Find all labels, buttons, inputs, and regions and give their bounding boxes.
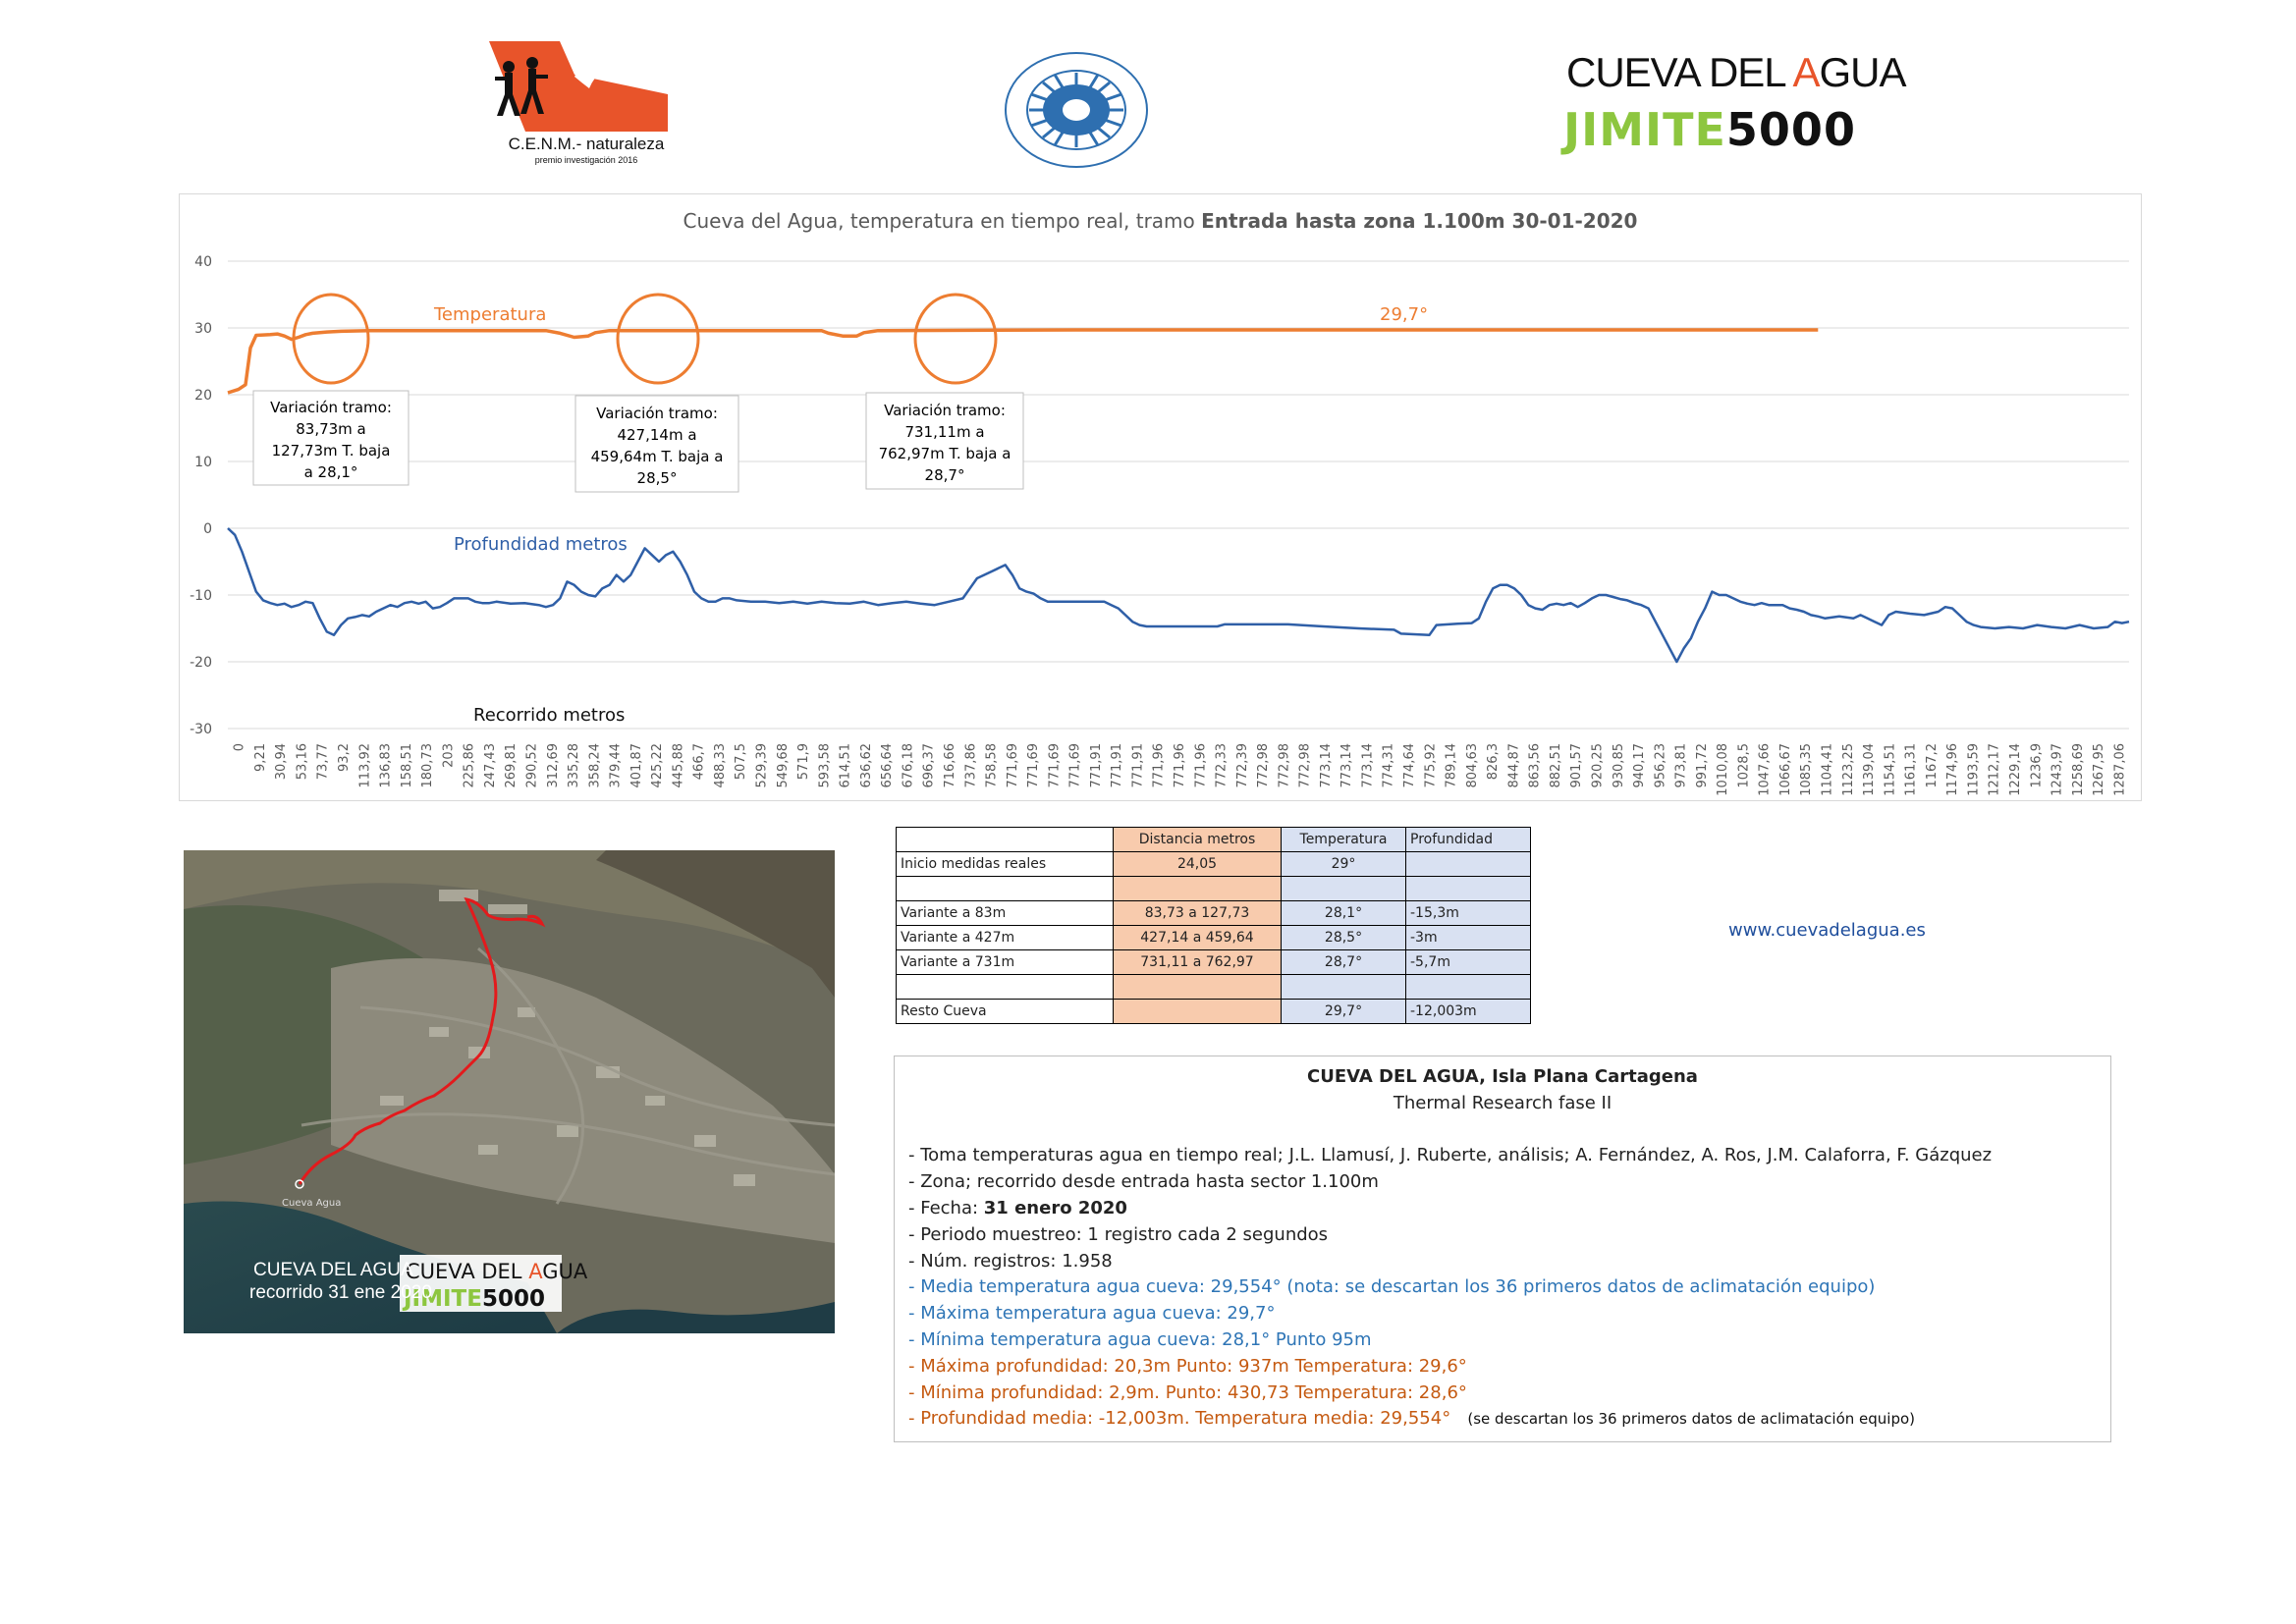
- x-tick-label: 1010,08: [1716, 743, 1731, 796]
- x-tick-label: 225,86: [462, 743, 477, 788]
- x-tick-label: 1258,69: [2070, 743, 2086, 796]
- table-cell: -5,7m: [1406, 950, 1531, 975]
- temperature-series-label: Temperatura: [434, 304, 547, 325]
- x-tick-label: 772,33: [1214, 743, 1230, 788]
- x-tick-label: 425,22: [650, 743, 666, 788]
- x-tick-label: 804,63: [1464, 743, 1480, 788]
- x-tick-label: 203: [441, 743, 457, 768]
- x-tick-label: 956,23: [1653, 743, 1668, 788]
- x-tick-label: 771,69: [1067, 743, 1083, 788]
- table-cell: [1282, 975, 1406, 1000]
- cenm-logo-subtext: premio investigación 2016: [534, 155, 638, 165]
- table-cell: [897, 975, 1114, 1000]
- x-tick-label: 940,17: [1632, 743, 1648, 788]
- table-cell: Variante a 427m: [897, 926, 1114, 950]
- svg-text:762,97m T. baja a: 762,97m T. baja a: [878, 445, 1011, 462]
- depth-series-label: Profundidad metros: [454, 534, 628, 555]
- x-tick-label: 269,81: [504, 743, 519, 788]
- x-tick-label: 771,91: [1130, 743, 1146, 788]
- table-cell: 24,05: [1114, 852, 1282, 877]
- x-tick-label: 930,85: [1611, 743, 1626, 788]
- table-cell: [897, 877, 1114, 901]
- x-tick-label: 113,92: [357, 743, 373, 788]
- x-tick-label: 771,69: [1005, 743, 1020, 788]
- x-tick-label: 656,64: [880, 743, 896, 788]
- x-tick-label: 771,96: [1173, 743, 1187, 788]
- table-cell: -15,3m: [1406, 901, 1531, 926]
- x-tick-label: 1167,2: [1924, 743, 1940, 788]
- map-brand-top: CUEVA DEL AGUA: [406, 1260, 588, 1283]
- info-line: - Máxima temperatura agua cueva: 29,7°: [908, 1303, 1276, 1324]
- info-line: - Mínima temperatura agua cueva: 28,1° Punto 95m: [908, 1329, 1372, 1350]
- line-chart: [0, 0, 2296, 805]
- x-tick-label: 773,14: [1360, 743, 1376, 788]
- x-tick-label: 507,5: [734, 743, 749, 781]
- x-tick-label: 1104,41: [1820, 743, 1835, 796]
- brand-jimite5000: JIMITE5000: [1563, 103, 1856, 156]
- info-line: - Máxima profundidad: 20,3m Punto: 937m Temperatura: 29,6°: [908, 1356, 1467, 1377]
- x-tick-label: 771,91: [1110, 743, 1125, 788]
- chart-title: Cueva del Agua, temperatura en tiempo real, tramo Entrada hasta zona 1.100m 30-01-2020: [683, 209, 1638, 233]
- x-tick-label: 93,2: [337, 743, 353, 772]
- info-title: CUEVA DEL AGUA, Isla Plana Cartagena: [1307, 1066, 1698, 1087]
- x-tick-label: 247,43: [482, 743, 498, 788]
- x-tick-label: 774,64: [1402, 743, 1418, 788]
- info-line: - Toma temperaturas agua en tiempo real; J.L. Llamusí, J. Ruberte, análisis; A. Fernández, A. Ros, J.M. Calaforra, F. Gázquez: [908, 1145, 1993, 1165]
- annotation-box-3: [866, 393, 1023, 489]
- x-tick-label: 863,56: [1527, 743, 1543, 788]
- x-tick-label: 1267,95: [2092, 743, 2107, 796]
- x-tick-label: 775,92: [1423, 743, 1439, 788]
- y-tick-label: 10: [194, 455, 212, 470]
- x-tick-label: 312,69: [545, 743, 561, 788]
- x-tick-label: 593,58: [817, 743, 833, 788]
- svg-text:731,11m a: 731,11m a: [904, 423, 985, 441]
- x-tick-label: 772,98: [1277, 743, 1292, 788]
- table-cell: -3m: [1406, 926, 1531, 950]
- table-header-cell: Temperatura: [1282, 828, 1406, 852]
- table-row: [897, 1000, 1531, 1024]
- x-tick-label: 53,16: [295, 743, 310, 781]
- svg-text:427,14m a: 427,14m a: [617, 426, 697, 444]
- x-tick-label: 771,69: [1026, 743, 1042, 788]
- y-tick-label: -30: [190, 722, 212, 737]
- y-tick-label: 0: [203, 521, 212, 537]
- info-line: - Fecha: 31 enero 2020: [908, 1198, 1127, 1218]
- x-tick-label: 614,51: [838, 743, 853, 788]
- x-tick-label: 549,68: [775, 743, 791, 788]
- x-tick-label: 335,28: [567, 743, 582, 788]
- x-tick-label: 676,18: [901, 743, 916, 788]
- x-tick-label: 30,94: [274, 743, 290, 781]
- x-tick-label: 529,39: [754, 743, 770, 788]
- svg-text:Variación tramo:: Variación tramo:: [884, 402, 1006, 419]
- x-tick-label: 772,98: [1256, 743, 1272, 788]
- table-row: [897, 877, 1531, 901]
- x-tick-label: 789,14: [1444, 743, 1459, 788]
- x-tick-label: 1028,5: [1736, 743, 1752, 788]
- x-tick-label: 379,44: [608, 743, 624, 788]
- x-tick-label: 1066,67: [1777, 743, 1793, 796]
- x-tick-label: 773,14: [1318, 743, 1334, 788]
- map-caption-title: CUEVA DEL AGUA: [253, 1260, 413, 1280]
- table-cell: [1114, 1000, 1282, 1024]
- table-cell: -12,003m: [1406, 1000, 1531, 1024]
- x-tick-label: 73,77: [315, 743, 331, 781]
- annotation-box-2: [575, 396, 738, 492]
- x-axis-title: Recorrido metros: [473, 705, 626, 726]
- table-cell: Inicio medidas reales: [897, 852, 1114, 877]
- x-tick-label: 716,66: [942, 743, 957, 788]
- x-tick-label: 1212,17: [1987, 743, 2002, 796]
- x-tick-label: 772,98: [1297, 743, 1313, 788]
- info-subtitle: Thermal Research fase II: [1393, 1093, 1613, 1113]
- table-cell: [1406, 975, 1531, 1000]
- map-brand-bottom: JIMITE5000: [404, 1286, 545, 1312]
- table-cell: Resto Cueva: [897, 1000, 1114, 1024]
- table-row: [897, 901, 1531, 926]
- y-tick-label: -20: [190, 655, 212, 671]
- info-box: [894, 1056, 2111, 1442]
- x-tick-label: 358,24: [587, 743, 603, 788]
- chart-series: [228, 330, 2129, 662]
- table-header-cell: Profundidad: [1406, 828, 1531, 852]
- table-cell: 731,11 a 762,97: [1114, 950, 1282, 975]
- x-tick-label: 1193,59: [1966, 742, 1982, 796]
- svg-text:Variación tramo:: Variación tramo:: [596, 405, 718, 422]
- x-tick-label: 1161,31: [1903, 743, 1919, 796]
- x-tick-label: 158,51: [399, 743, 414, 788]
- x-tick-label: 771,69: [1047, 743, 1063, 788]
- x-tick-label: 136,83: [378, 743, 394, 788]
- table-header-cell: [897, 828, 1114, 852]
- x-tick-label: 920,25: [1590, 743, 1606, 788]
- svg-text:459,64m T. baja a: 459,64m T. baja a: [590, 448, 724, 465]
- temperature-value-label: 29,7°: [1380, 304, 1429, 325]
- svg-text:28,5°: 28,5°: [636, 469, 678, 487]
- brand-cueva-del-agua: CUEVA DEL AGUA: [1566, 49, 1906, 95]
- x-tick-label: 1174,96: [1945, 743, 1961, 796]
- map-caption-date: recorrido 31 ene 2020: [249, 1282, 432, 1303]
- info-line: - Mínima profundidad: 2,9m. Punto: 430,73 Temperatura: 28,6°: [908, 1382, 1467, 1403]
- table-cell: Variante a 731m: [897, 950, 1114, 975]
- x-tick-label: 401,87: [629, 743, 644, 788]
- table-cell: [1406, 877, 1531, 901]
- info-line: - Periodo muestreo: 1 registro cada 2 segundos: [908, 1224, 1329, 1245]
- table-row: [897, 852, 1531, 877]
- info-line: - Profundidad media: -12,003m. Temperatura media: 29,554° (se descartan los 36 primeros datos de aclimatación equipo): [908, 1408, 1915, 1429]
- table-cell: [1114, 877, 1282, 901]
- website-link[interactable]: www.cuevadelagua.es: [1728, 920, 1926, 941]
- annotation-box-1: [253, 391, 409, 485]
- svg-text:Variación tramo:: Variación tramo:: [270, 399, 392, 416]
- x-tick-label: 180,73: [420, 743, 436, 788]
- svg-text:28,7°: 28,7°: [924, 466, 965, 484]
- x-tick-label: 991,72: [1694, 743, 1710, 788]
- table-cell: Variante a 83m: [897, 901, 1114, 926]
- x-tick-label: 466,7: [691, 743, 707, 781]
- table-header-row: [897, 828, 1531, 852]
- y-axis-ticks: [190, 254, 212, 737]
- x-tick-label: 844,87: [1506, 743, 1522, 788]
- svg-text:83,73m a: 83,73m a: [296, 420, 366, 438]
- x-tick-label: 771,96: [1193, 743, 1209, 788]
- x-tick-label: 882,51: [1548, 743, 1563, 788]
- x-tick-label: 1243,97: [2050, 743, 2065, 796]
- x-tick-label: 571,9: [796, 743, 812, 781]
- y-tick-label: 30: [194, 321, 212, 337]
- cenm-logo-text: C.E.N.M.- naturaleza: [508, 135, 665, 153]
- x-tick-label: 445,88: [671, 743, 686, 788]
- x-tick-label: 1229,14: [2007, 743, 2023, 796]
- table-cell: 83,73 a 127,73: [1114, 901, 1282, 926]
- table-row: [897, 950, 1531, 975]
- svg-text:a 28,1°: a 28,1°: [303, 463, 358, 481]
- table-cell: 29°: [1282, 852, 1406, 877]
- x-tick-label: 696,37: [921, 743, 937, 788]
- table-cell: 28,7°: [1282, 950, 1406, 975]
- x-tick-label: 488,33: [712, 743, 728, 788]
- temperature-series-line: [228, 330, 1818, 393]
- table-cell: 28,1°: [1282, 901, 1406, 926]
- x-tick-label: 1287,06: [2112, 743, 2128, 796]
- info-line: - Media temperatura agua cueva: 29,554° (nota: se descartan los 36 primeros datos de aclimatación equipo): [908, 1276, 1876, 1297]
- x-axis-ticks: [233, 743, 2128, 796]
- table-cell: 28,5°: [1282, 926, 1406, 950]
- y-tick-label: 40: [194, 254, 212, 270]
- table-cell: [1114, 975, 1282, 1000]
- table-row: [897, 926, 1531, 950]
- highlight-circle-3: [915, 295, 996, 383]
- variation-highlight-circles: [294, 295, 996, 383]
- x-tick-label: 1047,66: [1757, 743, 1773, 796]
- highlight-circle-2: [618, 295, 698, 383]
- info-line: - Zona; recorrido desde entrada hasta sector 1.100m: [908, 1171, 1379, 1192]
- x-tick-label: 826,3: [1486, 743, 1502, 781]
- table-cell: 29,7°: [1282, 1000, 1406, 1024]
- table-header-cell: Distancia metros: [1114, 828, 1282, 852]
- x-tick-label: 773,14: [1339, 743, 1355, 788]
- x-tick-label: 771,96: [1151, 743, 1167, 788]
- x-tick-label: 1139,04: [1862, 743, 1878, 796]
- x-tick-label: 771,91: [1088, 743, 1104, 788]
- x-tick-label: 1123,25: [1840, 743, 1856, 796]
- highlight-circle-1: [294, 295, 368, 383]
- map-marker-label: Cueva Agua: [282, 1198, 342, 1209]
- table-cell: 427,14 a 459,64: [1114, 926, 1282, 950]
- x-tick-label: 0: [232, 743, 247, 752]
- table-row: [897, 975, 1531, 1000]
- x-tick-label: 973,81: [1673, 743, 1689, 788]
- x-tick-label: 636,62: [858, 743, 874, 788]
- summary-table: [896, 827, 1531, 1024]
- table-cell: [1406, 852, 1531, 877]
- x-tick-label: 774,31: [1381, 743, 1396, 788]
- svg-text:127,73m T. baja: 127,73m T. baja: [271, 442, 391, 460]
- x-tick-label: 1085,35: [1799, 743, 1815, 796]
- x-tick-label: 737,86: [963, 742, 979, 788]
- y-tick-label: -10: [190, 588, 212, 604]
- x-tick-label: 1154,51: [1883, 743, 1898, 796]
- info-line: - Núm. registros: 1.958: [908, 1251, 1113, 1272]
- x-tick-label: 758,58: [984, 743, 1000, 788]
- x-tick-label: 290,52: [524, 743, 540, 788]
- x-tick-label: 9,21: [252, 743, 268, 772]
- table-cell: [1282, 877, 1406, 901]
- y-tick-label: 20: [194, 388, 212, 404]
- x-tick-label: 901,57: [1569, 743, 1585, 788]
- x-tick-label: 1236,9: [2029, 743, 2045, 788]
- x-tick-label: 772,39: [1234, 743, 1250, 788]
